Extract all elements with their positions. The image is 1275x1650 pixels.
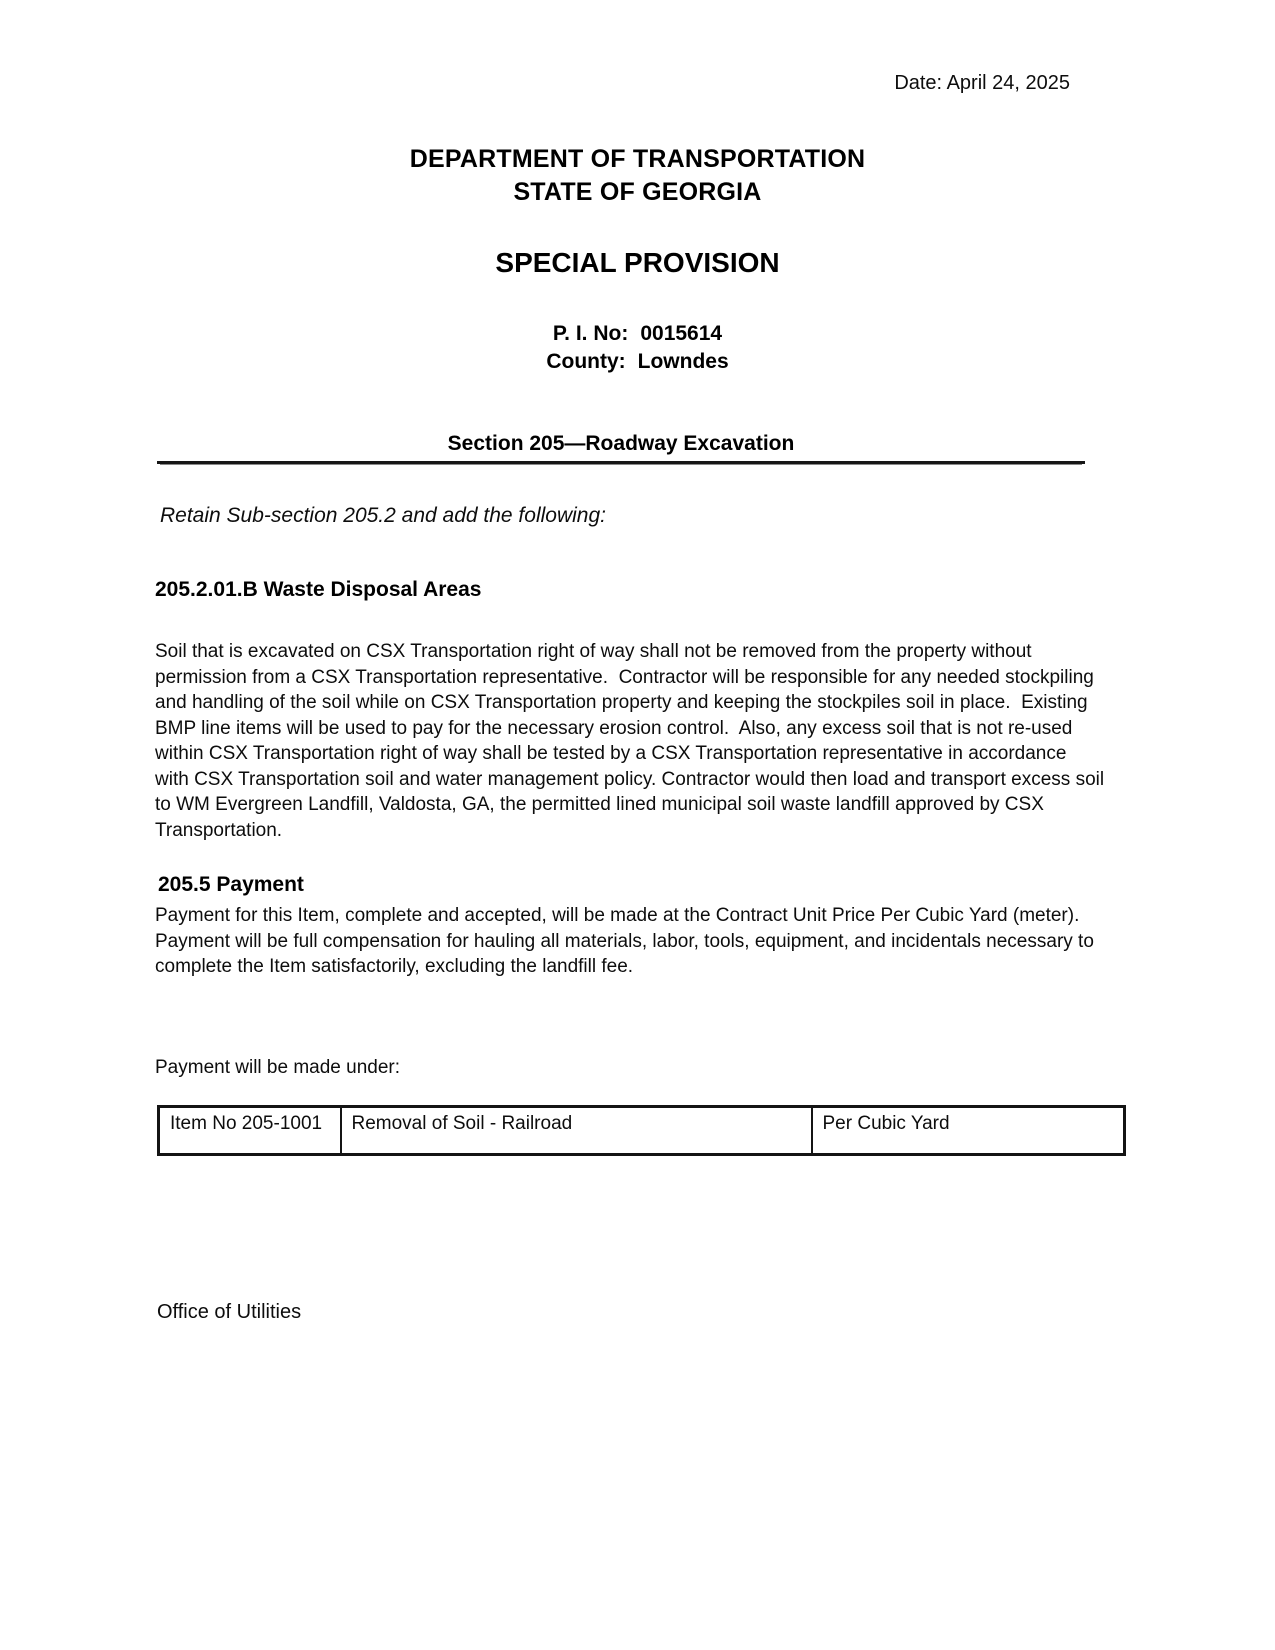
pay-item-no-cell: Item No 205-1001 <box>159 1106 341 1154</box>
county-label: County: <box>546 350 626 373</box>
agency-title-line2: STATE OF GEORGIA <box>513 178 762 206</box>
project-info-block <box>0 320 1275 376</box>
section-heading-rule <box>157 432 1085 464</box>
date-label: Date: April 24, 2025 <box>894 72 1070 94</box>
doc-type-title: SPECIAL PROVISION <box>495 247 780 278</box>
document-header <box>0 143 1275 209</box>
footer-office-label: Office of Utilities <box>157 1300 302 1323</box>
payment-made-under-label: Payment will be made under: <box>155 1056 401 1078</box>
pi-no-line <box>0 320 1275 348</box>
pay-item-description-cell: Removal of Soil - Railroad <box>341 1106 812 1154</box>
pay-item-row <box>159 1106 1125 1154</box>
payment-body: Payment for this Item, complete and accepted, will be made at the Contract Unit Price Per Cubic Yard (meter). Payment will be full compensation for hauling all materials, labor, tools, equipment, and incidentals necessary to complete the Item satisfactorily, excluding the landfill fee. <box>155 905 1100 977</box>
payment-heading: 205.5 Payment <box>158 873 304 896</box>
section-heading: Section 205—Roadway Excavation <box>447 432 795 455</box>
pi-no-value: 0015614 <box>640 322 723 345</box>
pay-item-unit-cell: Per Cubic Yard <box>812 1106 1125 1154</box>
pay-items-table <box>157 1105 1126 1156</box>
agency-title-line1: DEPARTMENT OF TRANSPORTATION <box>409 145 866 173</box>
pi-no-label: P. I. No: <box>552 322 629 345</box>
waste-disposal-body: Soil that is excavated on CSX Transportation right of way shall not be removed from the property without permission from a CSX Transportation representative. Contractor will be responsible for any needed stockpiling and handling of the soil while on CSX Transportation property and keeping the stockpiles soil in place. Existing BMP line items will be used to pay for the necessary erosion control. Also, any excess soil that is not re-used within CSX Transportation right of way shall be tested by a CSX Transportation representative in accordance with CSX Transportation soil and water management policy. Contractor would then load and transport excess soil to WM Evergreen Landfill, Valdosta, GA, the permitted lined municipal soil waste landfill approved by CSX Transportation. <box>155 641 1110 841</box>
waste-disposal-heading: 205.2.01.B Waste Disposal Areas <box>155 578 482 601</box>
county-line <box>0 348 1275 376</box>
county-value: Lowndes <box>637 350 729 373</box>
retain-note: Retain Sub-section 205.2 and add the following: <box>160 504 606 527</box>
